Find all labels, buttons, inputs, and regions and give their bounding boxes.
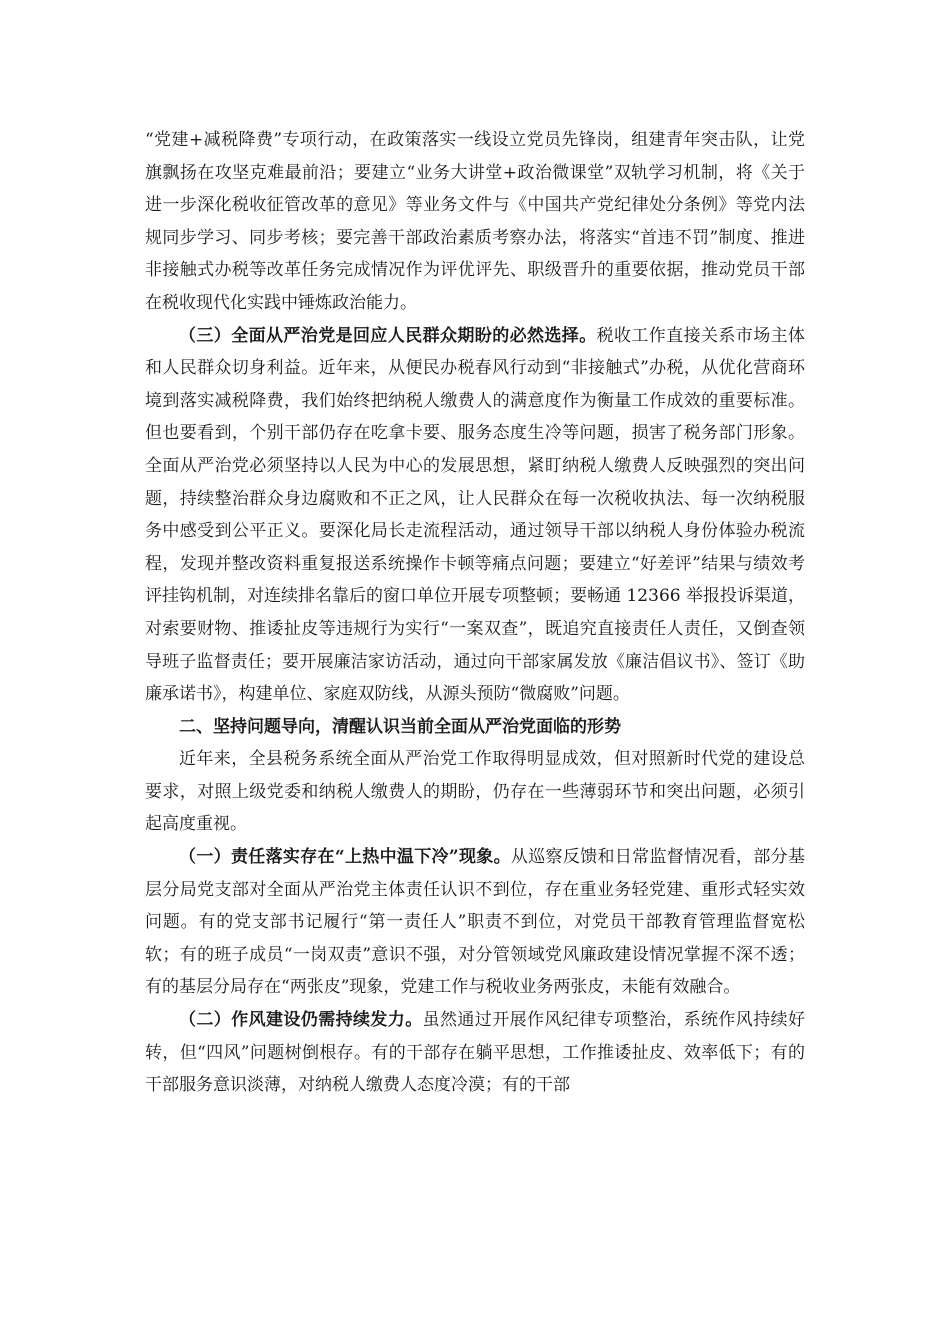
paragraph-text: “党建+减税降费”专项行动，在政策落实一线设立党员先锋岗，组建青年突击队，让党旗飘扬在攻坚克难最前沿；要建立“业务大讲堂+政治微课堂”双轨学习机制，将《关于进一步深化税收征管改革的意见》等业务文件与《中国共产党纪律处分条例》等党内法规同步学习、同步考核；要完善干部政治素质考察办法，将落实“首违不罚”制度、推进非接触式办税等改革任务完成情况作为评优评先、职级晋升的重要依据，推动党员干部在税收现代化实践中锤炼政治能力。 xyxy=(145,130,805,313)
paragraph-text: 从巡察反馈和日常监督情况看，部分基层分局党支部对全面从严治党主体责任认识不到位，存在重业务轻党建、重形式轻实效问题。有的党支部书记履行“第一责任人”职责不到位，对党员干部教育管理监督宽松软；有的班子成员“一岗双责”意识不强，对分管领域党风廉政建设情况掌握不深不透；有的基层分局存在“两张皮”现象，党建工作与税收业务两张皮，未能有效融合。 xyxy=(145,847,806,998)
document-body xyxy=(145,124,805,1102)
paragraph-text: 税收工作直接关系市场主体和人民群众切身利益。近年来，从便民办税春风行动到“非接触式”办税，从优化营商环境到落实减税降费，我们始终把纳税人缴费人的满意度作为衡量工作成效的重要标准。但也要看到，个别干部仍存在吃拿卡要、服务态度生冷等问题，损害了税务部门形象。全面从严治党必须坚持以人民为中心的发展思想，紧盯纳税人缴费人反映强烈的突出问题，持续整治群众身边腐败和不正之风，让人民群众在每一次税收执法、每一次纳税服务中感受到公平正义。要深化局长走流程活动，通过领导干部以纳税人身份体验办税流程，发现并整改资料重复报送系统操作卡顿等痛点问题；要建立“好差评”结果与绩效考评挂钩机制，对连续排名靠后的窗口单位开展专项整顿；要畅通 12366 举报投诉渠道，对索要财物、推诿扯皮等违规行为实行“一案双查”，既追究直接责任人责任，又倒查领导班子监督责任；要开展廉洁家访活动，通过向干部家属发放《廉洁倡议书》、签订《助廉承诺书》，构建单位、家庭双防线，从源头预防“微腐败”问题。 xyxy=(145,325,806,705)
paragraph-item-two xyxy=(145,1004,805,1102)
paragraph-lead: （三）全面从严治党是回应人民群众期盼的必然选择。 xyxy=(179,325,597,346)
paragraph-lead: （一）责任落实存在“上热中温下冷”现象。 xyxy=(179,847,511,868)
paragraph-intro xyxy=(145,743,805,841)
paragraph-text: 近年来，全县税务系统全面从严治党工作取得明显成效，但对照新时代党的建设总要求，对照上级党委和纳税人缴费人的期盼，仍存在一些薄弱环节和突出问题，必须引起高度重视。 xyxy=(145,749,805,835)
paragraph-text: 虽然通过开展作风纪律专项整治，系统作风持续好转，但“四风”问题树倒根存。有的干部存在躺平思想，工作推诿扯皮、效率低下；有的干部服务意识淡薄，对纳税人缴费人态度冷漠；有的干部 xyxy=(145,1010,806,1096)
section-heading: 二、坚持问题导向，清醒认识当前全面从严治党面临的形势 xyxy=(179,716,621,737)
paragraph-continuation xyxy=(145,124,805,320)
paragraph-section-three xyxy=(145,320,805,711)
paragraph-lead: （二）作风建设仍需持续发力。 xyxy=(179,1010,423,1031)
paragraph-item-one xyxy=(145,841,805,1004)
